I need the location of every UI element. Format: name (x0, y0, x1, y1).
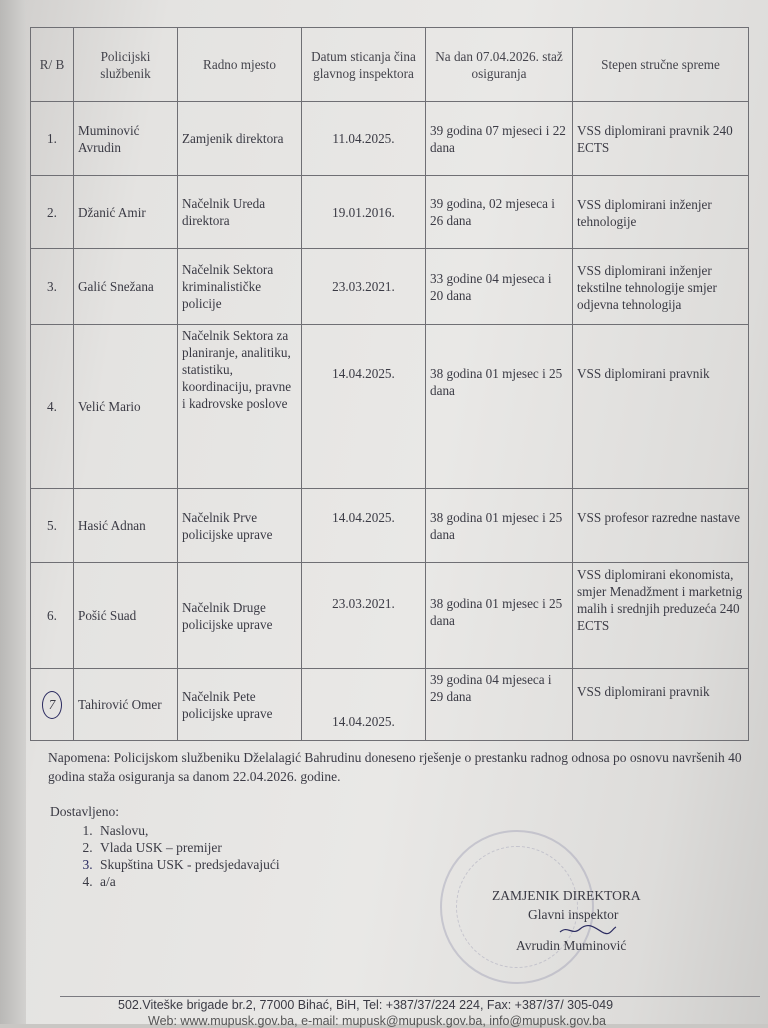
list-item: 1. Naslovu, (96, 822, 280, 839)
table-row (31, 176, 749, 249)
list-item: 3. Skupština USK - predsjedavajući (96, 856, 280, 873)
insurance-service: 33 godine 04 mjeseca i 20 dana (426, 249, 573, 325)
rank-date: 19.01.2016. (302, 176, 426, 249)
officer-name: Pošić Suad (74, 563, 178, 669)
insurance-service: 38 godina 01 mjesec i 25 dana (426, 325, 573, 489)
header-degree: Stepen stručne spreme (573, 28, 749, 102)
signatory-title: ZAMJENIK DIREKTORA (492, 888, 641, 903)
officer-position: Načelnik Sektora za planiranje, analitiku, statistiku, koordinaciju, pravne i kadrovske poslove (178, 325, 302, 489)
footer-divider (60, 996, 760, 997)
rank-date: 14.04.2025. (302, 325, 426, 489)
education-degree: VSS diplomirani ekonomista, smjer Menadžment i marketnig malih i srednjih preduzeća 240 ECTS (573, 563, 749, 669)
table-row (31, 489, 749, 563)
signatory-subtitle: Glavni inspektor (528, 907, 619, 922)
row-number: 6. (31, 563, 74, 669)
insurance-service: 39 godina 07 mjeseci i 22 dana (426, 102, 573, 176)
officers-table (30, 27, 749, 741)
page-edge-shadow (0, 0, 26, 1024)
officer-name: Tahirović Omer (74, 669, 178, 741)
insurance-service: 39 godina, 02 mjeseca i 26 dana (426, 176, 573, 249)
insurance-service: 39 godina 04 mjeseca i 29 dana (426, 669, 573, 741)
row-number: 4. (31, 325, 74, 489)
signatory-name: Avrudin Muminović (516, 938, 627, 953)
footer-web: Web: www.mupusk.gov.ba, e-mail: mupusk@mupusk.gov.ba, info@mupusk.gov.ba (148, 1014, 606, 1028)
officer-name: Hasić Adnan (74, 489, 178, 563)
officer-position: Načelnik Prve policijske uprave (178, 489, 302, 563)
distribution-title: Dostavljeno: (50, 804, 119, 819)
row-number: 5. (31, 489, 74, 563)
officer-name: Džanić Amir (74, 176, 178, 249)
handwritten-circle-number: 7 (42, 691, 62, 719)
list-item: 2. Vlada USK – premijer (96, 839, 280, 856)
officer-name: Galić Snežana (74, 249, 178, 325)
note-paragraph: Napomena: Policijskom službeniku Dželalagić Bahrudinu doneseno rješenje o prestanku radnog odnosa po osnovu navršenih 40 godina staža osiguranja sa danom 22.04.2026. godine. (48, 750, 742, 784)
row-number: 1. (31, 102, 74, 176)
distribution-list (50, 803, 280, 890)
rank-date: 14.04.2025. (302, 489, 426, 563)
officer-position: Načelnik Sektora kriminalističke policije (178, 249, 302, 325)
table-row (31, 102, 749, 176)
header-service: Na dan 07.04.2026. staž osiguranja (426, 28, 573, 102)
rank-date: 23.03.2021. (302, 563, 426, 669)
officer-name: Muminović Avrudin (74, 102, 178, 176)
education-degree: VSS profesor razredne nastave (573, 489, 749, 563)
signature-block (492, 886, 641, 955)
officer-position: Zamjenik direktora (178, 102, 302, 176)
list-item: 4. a/a (96, 873, 280, 890)
header-date: Datum sticanja čina glavnog inspektora (302, 28, 426, 102)
insurance-service: 38 godina 01 mjesec i 25 dana (426, 489, 573, 563)
row-number: 3. (31, 249, 74, 325)
table-header-row (31, 28, 749, 102)
row-number: 2. (31, 176, 74, 249)
handwritten-signature-icon (558, 923, 618, 937)
education-degree: VSS diplomirani inženjer tehnologije (573, 176, 749, 249)
footer-address: 502.Viteške brigade br.2, 77000 Bihać, BiH, Tel: +387/37/224 224, Fax: +387/37/ 305-049 (118, 998, 614, 1012)
table-row (31, 669, 749, 741)
table-row (31, 325, 749, 489)
table-row (31, 563, 749, 669)
education-degree: VSS diplomirani inženjer tekstilne tehnologije smjer odjevna tehnologija (573, 249, 749, 325)
officer-position: Načelnik Pete policijske uprave (178, 669, 302, 741)
officer-position: Načelnik Ureda direktora (178, 176, 302, 249)
header-rb: R/ B (31, 28, 74, 102)
rank-date: 11.04.2025. (302, 102, 426, 176)
header-position: Radno mjesto (178, 28, 302, 102)
education-degree: VSS diplomirani pravnik (573, 325, 749, 489)
insurance-service: 38 godina 01 mjesec i 25 dana (426, 563, 573, 669)
officer-name: Velić Mario (74, 325, 178, 489)
officer-position: Načelnik Druge policijske uprave (178, 563, 302, 669)
rank-date: 14.04.2025. (302, 669, 426, 741)
header-officer: Policijski službenik (74, 28, 178, 102)
table-row (31, 249, 749, 325)
education-degree: VSS diplomirani pravnik 240 ECTS (573, 102, 749, 176)
education-degree: VSS diplomirani pravnik (573, 669, 749, 741)
row-number (31, 669, 74, 741)
rank-date: 23.03.2021. (302, 249, 426, 325)
